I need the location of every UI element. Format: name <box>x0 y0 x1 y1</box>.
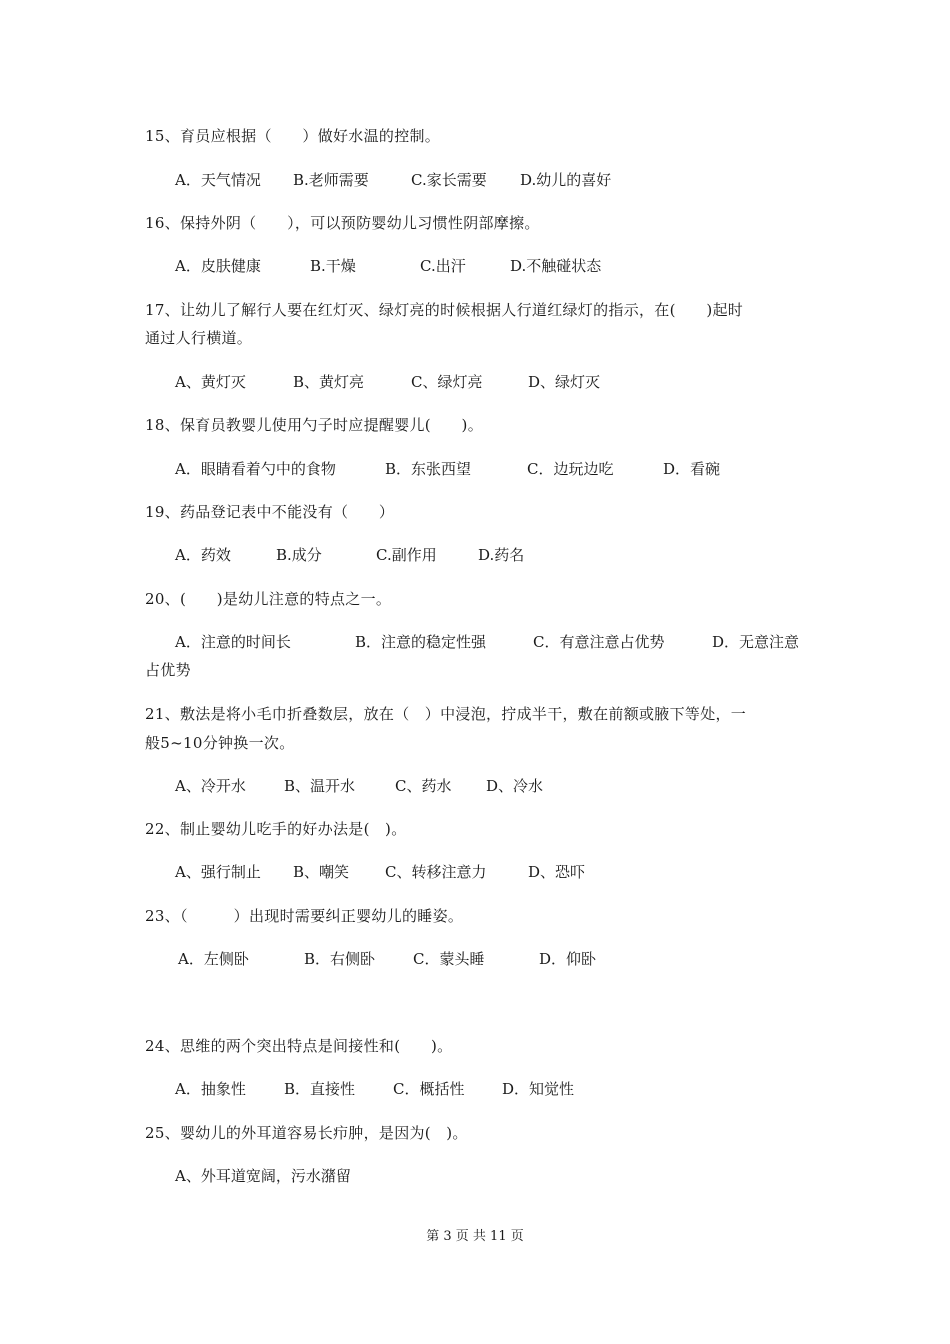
question-24-stem: 24、思维的两个突出特点是间接性和( )。 <box>145 1037 453 1055</box>
question-20-option-d: D．无意注意 <box>712 633 800 651</box>
question-24-option-b: B．直接性 <box>284 1080 356 1098</box>
question-20-option-d-continuation: 占优势 <box>145 661 191 679</box>
question-25-option-a: A、外耳道宽阔，污水潴留 <box>175 1167 351 1185</box>
question-18-option-a: A．眼睛看着勺中的食物 <box>175 460 336 478</box>
question-20-stem: 20、( )是幼儿注意的特点之一。 <box>145 590 392 608</box>
question-17-stem-line-2: 通过人行横道。 <box>145 329 253 347</box>
question-17-option-a: A、黄灯灭 <box>175 373 246 391</box>
question-21-option-d: D、冷水 <box>486 777 544 795</box>
question-16-option-d: D.不触碰状态 <box>510 257 602 275</box>
question-22-option-c: C、转移注意力 <box>385 863 487 881</box>
question-17-option-c: C、绿灯亮 <box>411 373 483 391</box>
question-25-stem: 25、婴幼儿的外耳道容易长疖肿，是因为( )。 <box>145 1124 468 1142</box>
question-20-option-a: A．注意的时间长 <box>175 633 291 651</box>
question-19-option-b: B.成分 <box>276 546 322 564</box>
question-21-option-c: C、药水 <box>395 777 452 795</box>
question-23-option-b: B．右侧卧 <box>304 950 376 968</box>
question-16-stem: 16、保持外阴（ ），可以预防婴幼儿习惯性阴部摩擦。 <box>145 214 540 232</box>
question-18-option-d: D．看碗 <box>663 460 721 478</box>
question-22-option-d: D、恐吓 <box>528 863 586 881</box>
question-19-option-c: C.副作用 <box>376 546 437 564</box>
question-17-option-d: D、绿灯灭 <box>528 373 601 391</box>
question-16-option-c: C.出汗 <box>420 257 466 275</box>
question-23-option-a: A．左侧卧 <box>178 950 249 968</box>
question-23-option-c: C．蒙头睡 <box>413 950 485 968</box>
question-17-stem-line-1: 17、让幼儿了解行人要在红灯灭、绿灯亮的时候根据人行道红绿灯的指示，在( )起时 <box>145 301 744 319</box>
question-24-option-a: A．抽象性 <box>175 1080 246 1098</box>
question-20-option-c: C．有意注意占优势 <box>533 633 665 651</box>
question-23-option-d: D．仰卧 <box>539 950 597 968</box>
question-15-option-b: B.老师需要 <box>293 171 369 189</box>
question-18-option-b: B．东张西望 <box>385 460 472 478</box>
page-number-footer: 第 3 页 共 11 页 <box>426 1229 524 1244</box>
question-18-option-c: C．边玩边吃 <box>527 460 614 478</box>
question-19-option-a: A．药效 <box>175 546 231 564</box>
question-19-option-d: D.药名 <box>478 546 525 564</box>
question-18-stem: 18、保育员教婴儿使用勺子时应提醒婴儿( )。 <box>145 416 483 434</box>
question-16-option-a: A．皮肤健康 <box>175 257 261 275</box>
question-15-option-a: A．天气情况 <box>175 171 261 189</box>
question-19-stem: 19、药品登记表中不能没有（ ） <box>145 503 395 521</box>
question-21-option-a: A、冷开水 <box>175 777 246 795</box>
question-21-stem-line-2: 般5~10分钟换一次。 <box>145 734 295 752</box>
question-22-option-a: A、强行制止 <box>175 863 261 881</box>
question-15-option-c: C.家长需要 <box>411 171 487 189</box>
question-20-option-b: B．注意的稳定性强 <box>355 633 487 651</box>
question-15-option-d: D.幼儿的喜好 <box>520 171 612 189</box>
question-17-option-b: B、黄灯亮 <box>293 373 365 391</box>
question-15-stem: 15、育员应根据（ ）做好水温的控制。 <box>145 127 441 145</box>
question-24-option-d: D．知觉性 <box>502 1080 575 1098</box>
question-21-option-b: B、温开水 <box>284 777 356 795</box>
question-22-stem: 22、制止婴幼儿吃手的好办法是( )。 <box>145 820 407 838</box>
question-16-option-b: B.干燥 <box>310 257 356 275</box>
question-23-stem: 23、（ ）出现时需要纠正婴幼儿的睡姿。 <box>145 907 464 925</box>
question-24-option-c: C．概括性 <box>393 1080 465 1098</box>
question-21-stem-line-1: 21、敷法是将小毛巾折叠数层，放在（ ）中浸泡，拧成半干，敷在前额或腋下等处，一 <box>145 705 747 723</box>
question-22-option-b: B、嘲笑 <box>293 863 350 881</box>
